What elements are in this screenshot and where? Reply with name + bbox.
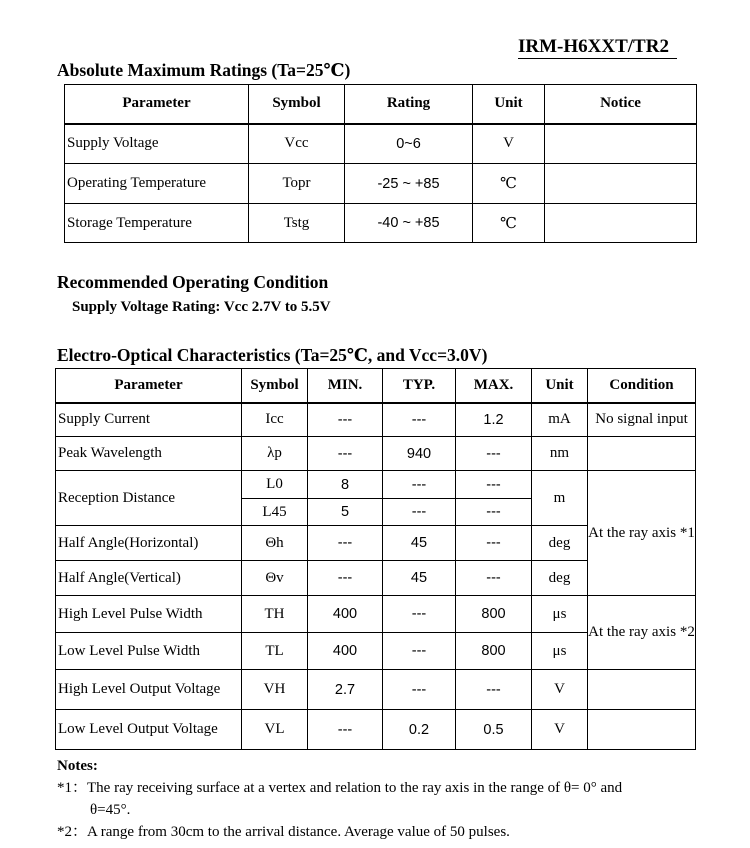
condition-cell — [588, 670, 696, 710]
abs-max-header-row — [65, 85, 697, 124]
note-2: *2：A range from 30cm to the arrival distance. Average value of 50 pulses. — [57, 824, 510, 840]
table-row — [56, 437, 696, 471]
unit-cell: V — [473, 124, 545, 164]
col-parameter: Parameter — [56, 369, 242, 403]
col-condition: Condition — [588, 369, 696, 403]
table-row — [65, 164, 697, 204]
typ-cell: 940 — [383, 437, 456, 471]
min-cell: --- — [308, 526, 383, 561]
symbol-cell: L0 — [242, 471, 308, 499]
symbol-cell: L45 — [242, 499, 308, 526]
max-cell: 1.2 — [456, 403, 532, 437]
typ-cell: 45 — [383, 561, 456, 596]
rating-cell: -25 ~ +85 — [345, 164, 473, 204]
table-row — [56, 471, 696, 499]
unit-cell: V — [532, 670, 588, 710]
eo-table — [55, 368, 696, 750]
typ-cell: --- — [383, 403, 456, 437]
typ-cell: --- — [383, 670, 456, 710]
parameter-cell: Half Angle(Horizontal) — [56, 526, 242, 561]
rec-op-subtitle: Supply Voltage Rating: Vcc 2.7V to 5.5V — [72, 299, 331, 315]
table-row — [56, 670, 696, 710]
unit-cell: deg — [532, 561, 588, 596]
col-notice: Notice — [545, 85, 697, 124]
symbol-cell: VH — [242, 670, 308, 710]
col-rating: Rating — [345, 85, 473, 124]
parameter-cell: Storage Temperature — [65, 204, 249, 243]
unit-cell: ℃ — [473, 164, 545, 204]
typ-cell: 0.2 — [383, 710, 456, 750]
max-cell: 800 — [456, 633, 532, 670]
unit-cell: nm — [532, 437, 588, 471]
max-cell: --- — [456, 670, 532, 710]
parameter-cell: Operating Temperature — [65, 164, 249, 204]
notes — [57, 756, 697, 844]
typ-cell: --- — [383, 499, 456, 526]
max-cell: --- — [456, 561, 532, 596]
col-max: MAX. — [456, 369, 532, 403]
min-cell: 5 — [308, 499, 383, 526]
max-cell: --- — [456, 437, 532, 471]
parameter-cell: Reception Distance — [56, 471, 242, 526]
table-row — [56, 596, 696, 633]
notes-heading: Notes: — [57, 758, 98, 774]
unit-cell: mA — [532, 403, 588, 437]
parameter-cell: Low Level Pulse Width — [56, 633, 242, 670]
symbol-cell: Topr — [249, 164, 345, 204]
col-typ: TYP. — [383, 369, 456, 403]
symbol-cell: Icc — [242, 403, 308, 437]
min-cell: --- — [308, 561, 383, 596]
col-min: MIN. — [308, 369, 383, 403]
table-row — [56, 710, 696, 750]
note-1: *1：The ray receiving surface at a vertex and relation to the ray axis in the range of θ= 0° and — [57, 780, 623, 796]
note-1-continued: θ=45°. — [90, 802, 131, 818]
unit-cell: V — [532, 710, 588, 750]
min-cell: --- — [308, 437, 383, 471]
unit-cell: μs — [532, 596, 588, 633]
typ-cell: --- — [383, 633, 456, 670]
max-cell: 0.5 — [456, 710, 532, 750]
col-symbol: Symbol — [242, 369, 308, 403]
typ-cell: --- — [383, 471, 456, 499]
col-unit: Unit — [473, 85, 545, 124]
min-cell: 400 — [308, 633, 383, 670]
table-row — [56, 403, 696, 437]
min-cell: 8 — [308, 471, 383, 499]
eo-header-row — [56, 369, 696, 403]
parameter-cell: Supply Voltage — [65, 124, 249, 164]
col-symbol: Symbol — [249, 85, 345, 124]
max-cell: --- — [456, 526, 532, 561]
rating-cell: -40 ~ +85 — [345, 204, 473, 243]
max-cell: --- — [456, 471, 532, 499]
max-cell: --- — [456, 499, 532, 526]
symbol-cell: Θv — [242, 561, 308, 596]
notice-cell — [545, 164, 697, 204]
condition-cell — [588, 710, 696, 750]
abs-max-title: Absolute Maximum Ratings (Ta=25℃) — [57, 60, 351, 80]
typ-cell: --- — [383, 596, 456, 633]
symbol-cell: Tstg — [249, 204, 345, 243]
parameter-cell: High Level Pulse Width — [56, 596, 242, 633]
symbol-cell: Θh — [242, 526, 308, 561]
unit-cell: ℃ — [473, 204, 545, 243]
min-cell: --- — [308, 403, 383, 437]
parameter-cell: Peak Wavelength — [56, 437, 242, 471]
parameter-cell: Supply Current — [56, 403, 242, 437]
notice-cell — [545, 204, 697, 243]
min-cell: --- — [308, 710, 383, 750]
symbol-cell: TH — [242, 596, 308, 633]
abs-max-table — [64, 84, 697, 243]
symbol-cell: Vcc — [249, 124, 345, 164]
unit-cell: μs — [532, 633, 588, 670]
rating-cell: 0~6 — [345, 124, 473, 164]
max-cell: 800 — [456, 596, 532, 633]
symbol-cell: TL — [242, 633, 308, 670]
symbol-cell: VL — [242, 710, 308, 750]
notice-cell — [545, 124, 697, 164]
col-parameter: Parameter — [65, 85, 249, 124]
part-number: IRM-H6XXT/TR2 — [518, 36, 677, 59]
min-cell: 2.7 — [308, 670, 383, 710]
min-cell: 400 — [308, 596, 383, 633]
rec-op-title: Recommended Operating Condition — [57, 272, 329, 292]
condition-cell: At the ray axis *2 — [588, 596, 696, 670]
condition-cell: At the ray axis *1 — [588, 471, 696, 596]
typ-cell: 45 — [383, 526, 456, 561]
condition-cell — [588, 437, 696, 471]
symbol-cell: λp — [242, 437, 308, 471]
parameter-cell: Half Angle(Vertical) — [56, 561, 242, 596]
parameter-cell: Low Level Output Voltage — [56, 710, 242, 750]
table-row — [65, 204, 697, 243]
unit-cell: deg — [532, 526, 588, 561]
unit-cell: m — [532, 471, 588, 526]
condition-cell: No signal input — [588, 403, 696, 437]
col-unit: Unit — [532, 369, 588, 403]
parameter-cell: High Level Output Voltage — [56, 670, 242, 710]
eo-title: Electro-Optical Characteristics (Ta=25℃, and Vcc=3.0V) — [57, 345, 488, 365]
table-row — [65, 124, 697, 164]
